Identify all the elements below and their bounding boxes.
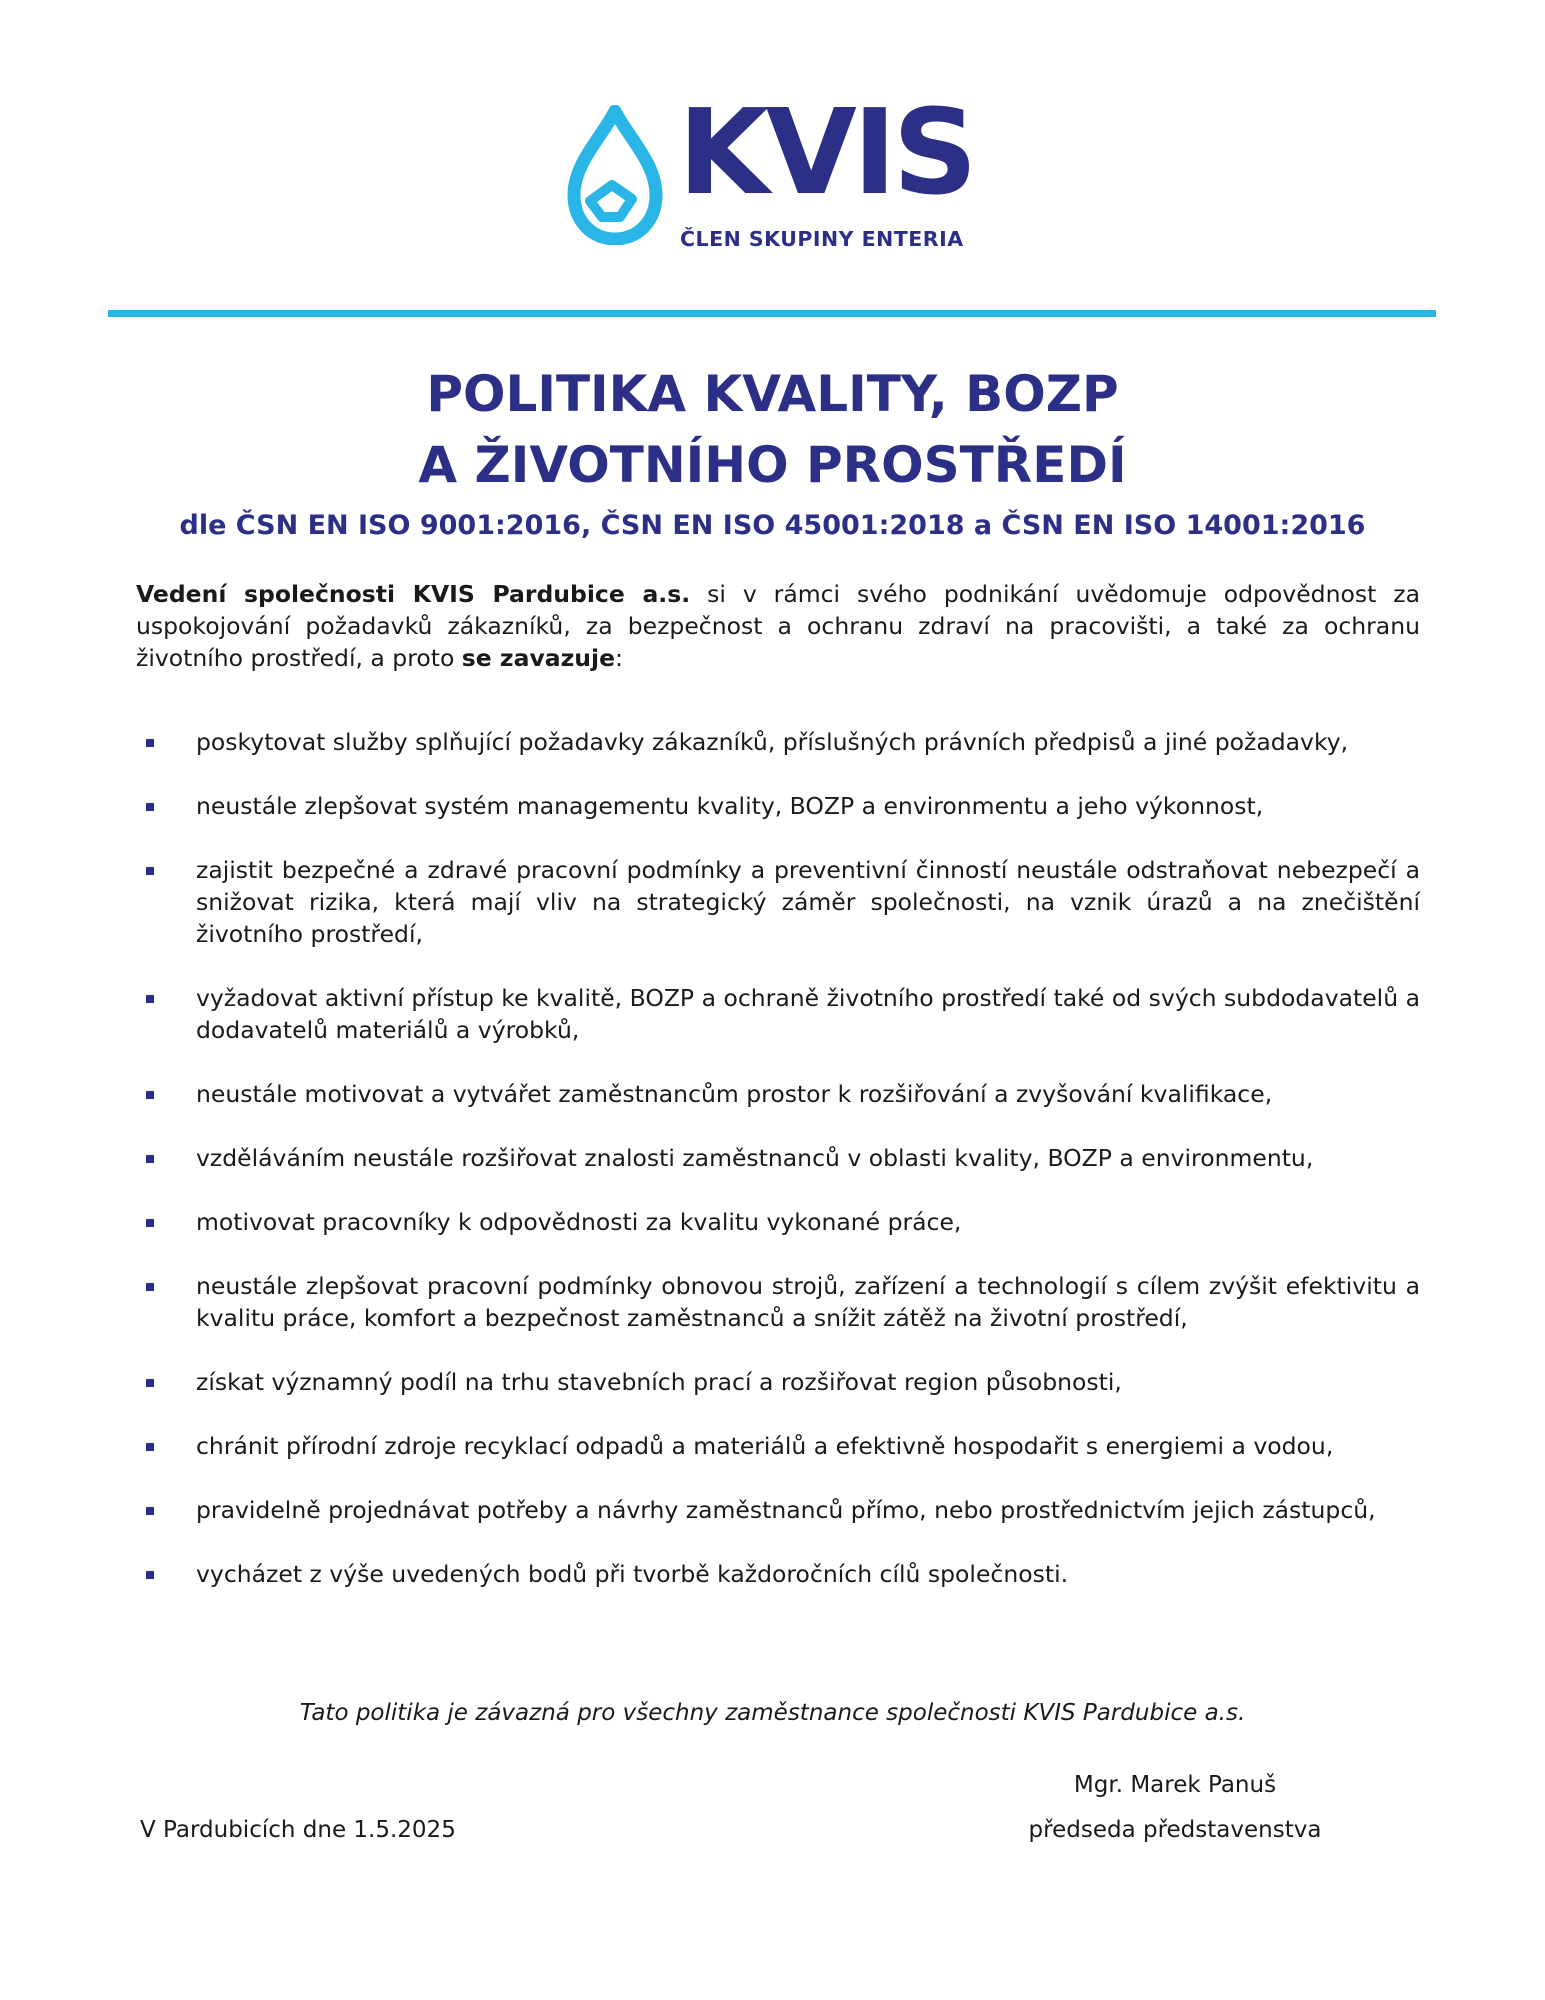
bullet-icon (146, 1379, 154, 1387)
closing-statement: Tato politika je závazná pro všechny zaměstnance společnosti KVIS Pardubice a.s. (299, 1700, 1246, 1726)
list-item-text: neustále zlepšovat systém managementu kvality, BOZP a environmentu a jeho výkonnost, (196, 792, 1264, 820)
list-item-text: získat významný podíl na trhu stavebních prací a rozšiřovat region působnosti, (196, 1368, 1122, 1396)
list-item (136, 726, 1420, 758)
header-divider (108, 310, 1436, 317)
list-item-text: vycházet z výše uvedených bodů při tvorbě každoročních cílů společnosti. (196, 1560, 1069, 1588)
list-item (136, 1366, 1420, 1398)
bullet-icon (146, 1091, 154, 1099)
title-line-1: POLITIKA KVALITY, BOZP (426, 365, 1119, 423)
list-item (136, 1494, 1420, 1526)
logo-tagline: ČLEN SKUPINY ENTERIA (680, 227, 964, 251)
list-item-text: chránit přírodní zdroje recyklací odpadů a materiálů a efektivně hospodařit s energiemi a vodou, (196, 1432, 1334, 1460)
list-item-text: neustále zlepšovat pracovní podmínky obnovou strojů, zařízení a technologií s cílem zvýšit efektivitu a kvalitu práce, komfort a bezpečnost zaměstnanců a snížit zátěž na životní prostředí, (196, 1272, 1420, 1332)
logo-wordmark: KVIS (678, 83, 974, 221)
bullet-icon (146, 995, 154, 1003)
bullet-icon (146, 1571, 154, 1579)
title-line-2: A ŽIVOTNÍHO PROSTŘEDÍ (418, 436, 1127, 494)
list-item-text: poskytovat služby splňující požadavky zákazníků, příslušných právních předpisů a jiné požadavky, (196, 728, 1349, 756)
list-item (136, 854, 1420, 950)
list-item-text: vyžadovat aktivní přístup ke kvalitě, BOZP a ochraně životního prostředí také od svých subdodavatelů a dodavatelů materiálů a výrobků, (196, 984, 1420, 1044)
place-and-date: V Pardubicích dne 1.5.2025 (140, 1817, 456, 1843)
list-item-text: motivovat pracovníky k odpovědnosti za kvalitu vykonané práce, (196, 1208, 962, 1236)
commitments-list (136, 726, 1420, 1622)
bullet-icon (146, 1219, 154, 1227)
signer-role: předseda představenstva (1028, 1817, 1322, 1843)
bullet-icon (146, 1283, 154, 1291)
intro-text: si v rámci svého podnikání uvědomuje odpovědnost za uspokojování požadavků zákazníků, za bezpečnost a ochranu zdraví na pracovišti, a také za ochranu životního prostředí, a proto (136, 580, 1420, 672)
intro-commit: se zavazuje (461, 644, 616, 672)
list-item (136, 1430, 1420, 1462)
list-item (136, 790, 1420, 822)
bullet-icon (146, 1155, 154, 1163)
list-item (136, 1142, 1420, 1174)
list-item-text: zajistit bezpečné a zdravé pracovní podmínky a preventivní činností neustále odstraňovat nebezpečí a snižovat rizika, která mají vliv na strategický záměr společnosti, na vznik úrazů a na znečištění životního prostředí, (196, 856, 1420, 948)
list-item-text: pravidelně projednávat potřeby a návrhy zaměstnanců přímo, nebo prostřednictvím jejich zástupců, (196, 1496, 1376, 1524)
list-item (136, 1078, 1420, 1110)
bullet-icon (146, 1507, 154, 1515)
list-item (136, 1270, 1420, 1334)
intro-lead: Vedení společnosti KVIS Pardubice a.s. (136, 580, 691, 608)
list-item (136, 1206, 1420, 1238)
signer-name: Mgr. Marek Panuš (1073, 1772, 1277, 1798)
list-item (136, 1558, 1420, 1590)
bullet-icon (146, 1443, 154, 1451)
standards-subtitle: dle ČSN EN ISO 9001:2016, ČSN EN ISO 45001:2018 a ČSN EN ISO 14001:2016 (179, 510, 1366, 541)
company-logo (560, 83, 1000, 255)
intro-paragraph (136, 578, 1420, 674)
list-item-text: neustále motivovat a vytvářet zaměstnancům prostor k rozšiřování a zvyšování kvalifikace, (196, 1080, 1273, 1108)
bullet-icon (146, 739, 154, 747)
water-drop-icon (560, 105, 670, 245)
intro-colon: : (615, 644, 623, 672)
bullet-icon (146, 803, 154, 811)
list-item (136, 982, 1420, 1046)
bullet-icon (146, 867, 154, 875)
list-item-text: vzděláváním neustále rozšiřovat znalosti zaměstnanců v oblasti kvality, BOZP a environmentu, (196, 1144, 1314, 1172)
